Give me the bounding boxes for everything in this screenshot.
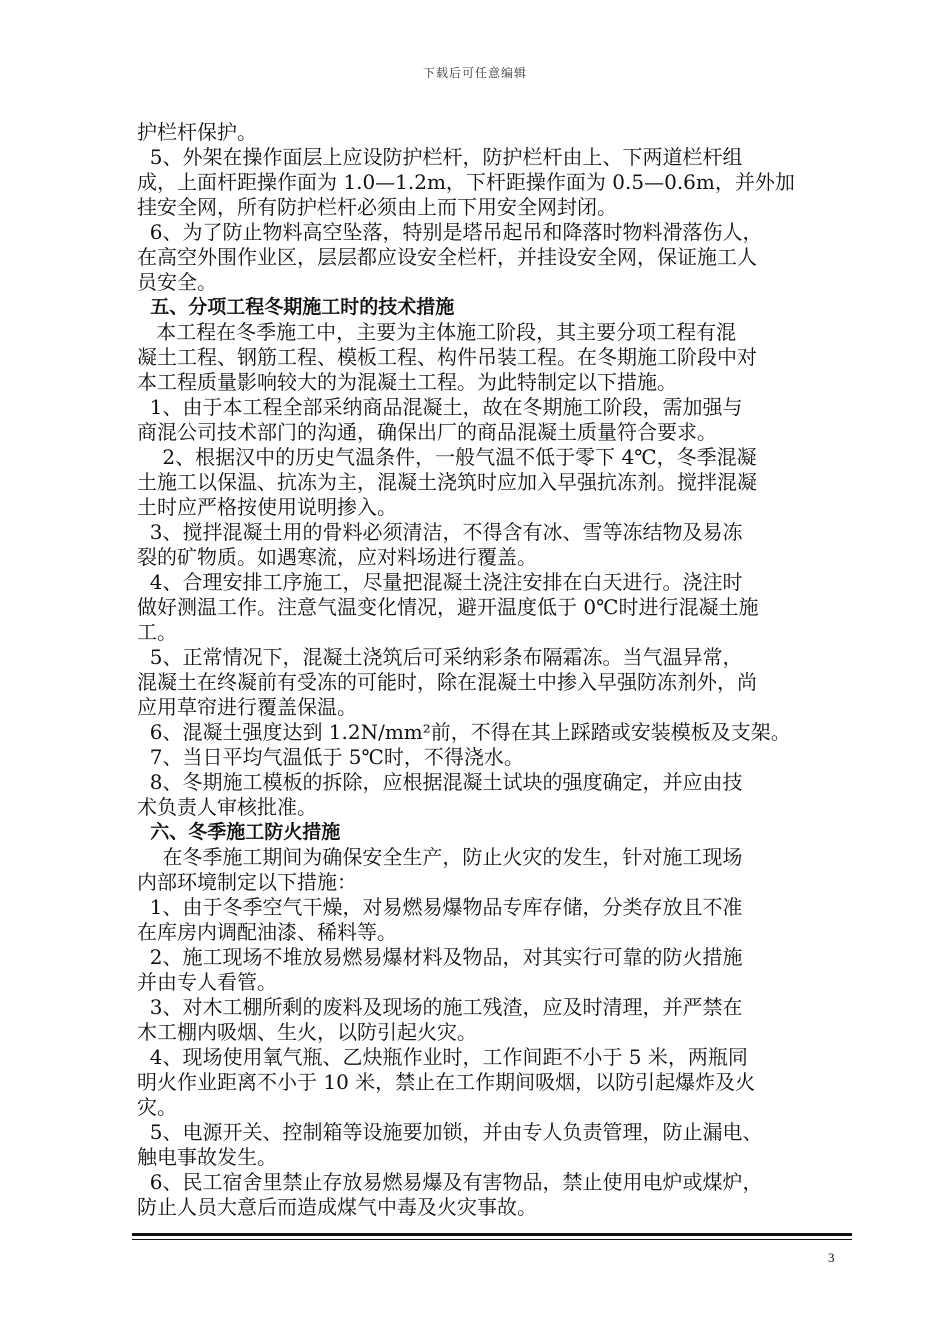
text-line: 做好测温工作。注意气温变化情况，避开温度低于 0℃时进行混凝土施 [137,595,759,619]
text-line: 灾。 [137,1095,177,1119]
text-line: 术负责人审核批准。 [137,795,317,819]
footer-rule-thin [132,1239,852,1240]
text-line: 7、当日平均气温低于 5℃时，不得浇水。 [137,745,524,769]
text-line: 在高空外围作业区，层层都应设安全栏杆，并挂设安全网，保证施工人 [137,245,757,269]
text-line: 8、冬期施工模板的拆除，应根据混凝土试块的强度确定，并应由技 [137,770,743,794]
text-line: 在库房内调配油漆、稀料等。 [137,920,397,944]
text-line: 本工程质量影响较大的为混凝土工程。为此特制定以下措施。 [137,370,677,394]
text-line: 4、现场使用氧气瓶、乙炔瓶作业时，工作间距不小于 5 米，两瓶同 [137,1045,748,1069]
text-line: 触电事故发生。 [137,1145,277,1169]
text-line: 土施工以保温、抗冻为主，混凝土浇筑时应加入早强抗冻剂。搅拌混凝 [137,470,757,494]
section-heading-6: 六、冬季施工防火措施 [137,821,341,843]
text-line: 成，上面杆距操作面为 1.0—1.2m，下杆距操作面为 0.5—0.6m，并外加 [137,170,795,194]
page-number: 3 [828,1250,835,1265]
text-line: 6、民工宿舍里禁止存放易燃易爆及有害物品，禁止使用电炉或煤炉， [137,1170,763,1194]
text-line: 2、根据汉中的历史气温条件，一般气温不低于零下 4℃，冬季混凝 [137,445,757,469]
text-line: 2、施工现场不堆放易燃易爆材料及物品，对其实行可靠的防火措施 [137,945,743,969]
text-line: 3、对木工棚所剩的废料及现场的施工残渣，应及时清理，并严禁在 [137,995,743,1019]
document-body [137,120,849,1220]
text-line: 挂安全网，所有防护栏杆必须由上而下用安全网封闭。 [137,195,617,219]
text-line: 4、合理安排工序施工，尽量把混凝土浇注安排在白天进行。浇注时 [137,570,743,594]
text-line: 5、电源开关、控制箱等设施要加锁，并由专人负责管理，防止漏电、 [137,1120,763,1144]
text-line: 防止人员大意后而造成煤气中毒及火灾事故。 [137,1195,537,1219]
text-line: 6、为了防止物料高空坠落，特别是塔吊起吊和降落时物料滑落伤人， [137,220,763,244]
text-line: 6、混凝土强度达到 1.2N/mm²前，不得在其上踩踏或安装模板及支架。 [137,720,791,744]
text-line: 1、由于冬季空气干燥，对易燃易爆物品专库存储，分类存放且不准 [137,895,743,919]
text-line: 护栏杆保护。 [137,120,257,144]
text-line: 本工程在冬季施工中，主要为主体施工阶段，其主要分项工程有混 [137,320,737,344]
text-line: 裂的矿物质。如遇寒流，应对料场进行覆盖。 [137,545,537,569]
text-line: 5、外架在操作面层上应设防护栏杆，防护栏杆由上、下两道栏杆组 [137,145,743,169]
text-line: 土时应严格按使用说明掺入。 [137,495,397,519]
text-line: 3、搅拌混凝土用的骨料必须清洁，不得含有冰、雪等冻结物及易冻 [137,520,743,544]
text-line: 5、正常情况下，混凝土浇筑后可采纳彩条布隔霜冻。当气温异常， [137,645,743,669]
text-line: 员安全。 [137,270,217,294]
footer-rule-thick [132,1233,852,1236]
text-line: 应用草帘进行覆盖保温。 [137,695,357,719]
page-header-note: 下载后可任意编辑 [422,66,527,80]
section-heading-5: 五、分项工程冬期施工时的技术措施 [137,296,455,318]
text-line: 1、由于本工程全部采纳商品混凝土，故在冬期施工阶段，需加强与 [137,395,743,419]
text-line: 工。 [137,620,177,644]
text-line: 凝土工程、钢筋工程、模板工程、构件吊装工程。在冬期施工阶段中对 [137,345,757,369]
text-line: 在冬季施工期间为确保安全生产，防止火灾的发生，针对施工现场 [137,845,743,869]
text-line: 内部环境制定以下措施： [137,870,357,894]
text-line: 木工棚内吸烟、生火，以防引起火灾。 [137,1020,477,1044]
text-line: 明火作业距离不小于 10 米，禁止在工作期间吸烟，以防引起爆炸及火 [137,1070,756,1094]
text-line: 混凝土在终凝前有受冻的可能时，除在混凝土中掺入早强防冻剂外，尚 [137,670,757,694]
text-line: 并由专人看管。 [137,970,277,994]
text-line: 商混公司技术部门的沟通，确保出厂的商品混凝土质量符合要求。 [137,420,717,444]
